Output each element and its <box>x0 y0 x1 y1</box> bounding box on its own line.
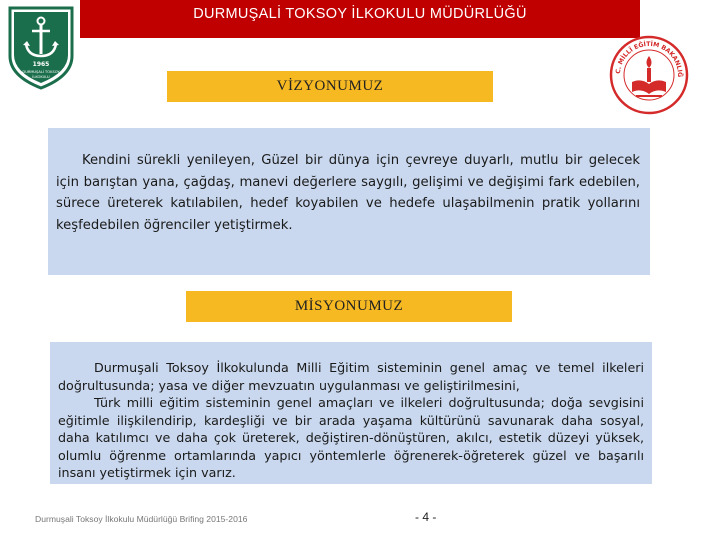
ministry-logo <box>608 34 690 116</box>
mission-paragraph-2: Türk milli eğitim sisteminin genel amaçları ve ilkeleri doğrultusunda; doğa sevgisini eğitimle ilişkilendirip, kardeşliği ve bir arada yaşama kültürünü savunarak daha sosyal, daha katılımcı ve daha çok üreterek, değiştiren-dönüştüren, akılcı, estetik düzeyi yüksek, olumlu öğrenme ortamlarında yapıcı yöntemlerle öğrenerek-öğreterek güzel ve başarılı insanı yetiştirmek için varız. <box>58 395 644 480</box>
logo-year: 1965 <box>32 61 50 68</box>
logo-caption-line1: DURMUŞALİ TOKSOY <box>22 70 60 74</box>
page-number: - 4 - <box>415 510 437 524</box>
footer-text: Durmuşali Toksoy İlkokulu Müdürlüğü Brifing 2015-2016 <box>35 514 248 524</box>
page-title: DURMUŞALİ TOKSOY İLKOKULU MÜDÜRLÜĞÜ <box>193 6 527 22</box>
mission-heading: MİSYONUMUZ <box>186 291 512 322</box>
school-logo <box>4 4 78 90</box>
vision-heading: VİZYONUMUZ <box>167 71 493 102</box>
vision-panel <box>48 128 650 275</box>
mission-paragraph-1: Durmuşali Toksoy İlkokulunda Milli Eğitim sisteminin genel amaç ve temel ilkeleri doğrultusunda; yasa ve diğer mevzuatın uygulanması ve geliştirilmesini, <box>58 360 644 393</box>
logo-caption-line2: İLKOKULU <box>32 75 50 79</box>
mission-panel <box>50 342 652 484</box>
ministry-ring-text: C. MİLLÎ EĞİTİM BAKANLIĞ <box>614 40 684 78</box>
vision-text: Kendini sürekli yenileyen, Güzel bir dünya için çevreye duyarlı, mutlu bir gelecek için barıştan yana, çağdaş, manevi değerlere saygılı, gelişimi ve değişimi fark edebilen, sürece üreterek katılabilen, hedef koyabilen ve hedefe ulaşabilmenin pratik yollarını keşfedebilen öğrenciler yetiştirmek. <box>56 153 640 233</box>
